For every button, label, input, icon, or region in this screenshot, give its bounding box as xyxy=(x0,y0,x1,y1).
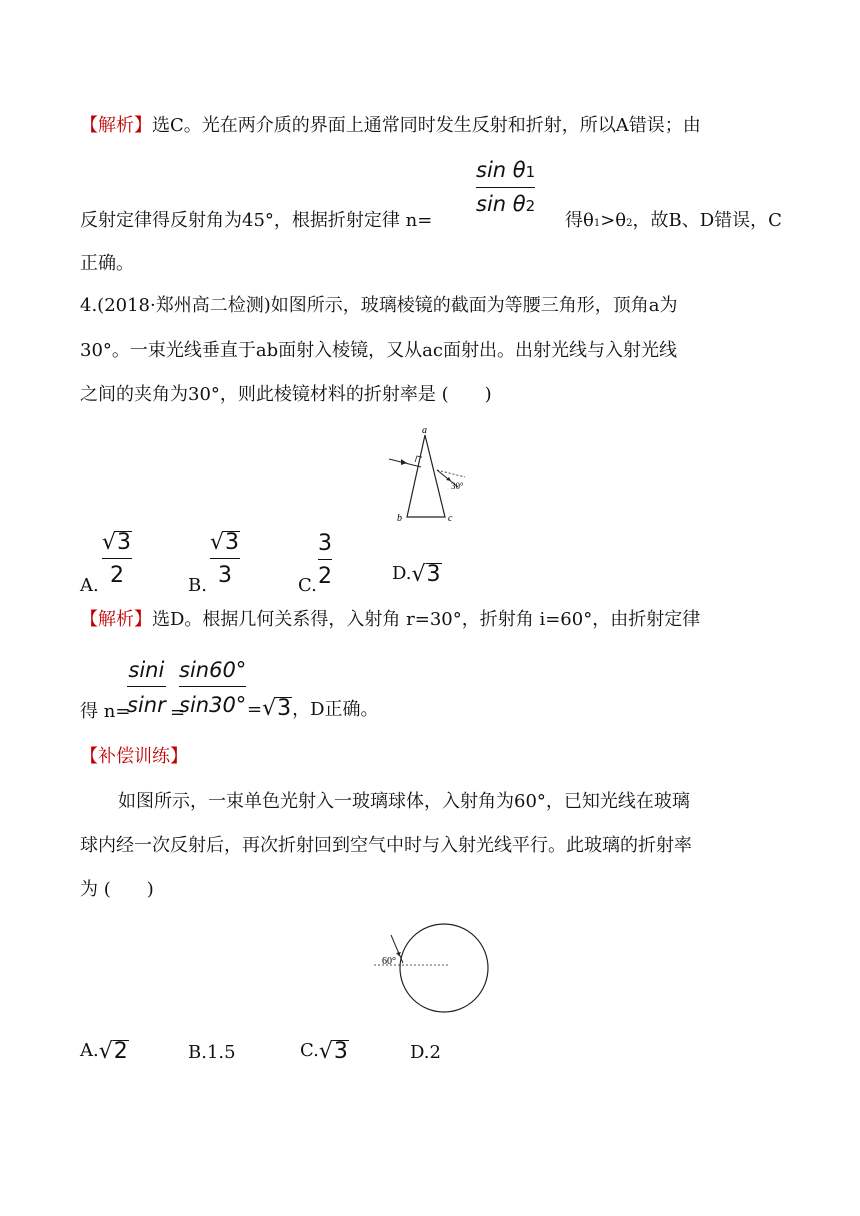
label-angle-30: 30° xyxy=(451,481,464,491)
label-c: c xyxy=(448,513,453,524)
supp-option-b[interactable]: B.1.5 xyxy=(188,1042,236,1063)
question4-line1: 4.(2018·郑州高二检测)如图所示，玻璃棱镜的截面为等腰三角形，顶角a为 xyxy=(80,295,678,316)
label-a: a xyxy=(422,425,427,436)
prism-triangle xyxy=(407,435,445,517)
q4-option-d[interactable]: D.√ 3 xyxy=(392,562,441,587)
analysis1-line1: 【解析】选C。光在两介质的界面上通常同时发生反射和折射，所以A错误；由 xyxy=(80,115,701,136)
analysis2-result: =√ 3 ，D正确。 xyxy=(247,696,379,721)
prism-figure xyxy=(385,425,485,525)
supp-option-c[interactable]: C.√ 3 xyxy=(300,1039,348,1064)
supp-option-a[interactable]: A.√ 2 xyxy=(80,1039,128,1064)
question4-line3: 之间的夹角为30°，则此棱镜材料的折射率是 ( ) xyxy=(80,384,492,405)
analysis2-line1: 【解析】选D。根据几何关系得，入射角 r=30°，折射角 i=60°，由折射定律 xyxy=(80,609,701,630)
analysis1-line2-post: 得θ1>θ2，故B、D错误，C xyxy=(565,210,782,231)
snell-fraction: sin θ1 sin θ2 xyxy=(476,158,536,216)
q4-option-c[interactable]: C. 3 2 xyxy=(298,531,332,596)
q4-option-b[interactable]: B. √ 3 3 xyxy=(188,530,240,596)
ratio-fraction-2: sin60° sin30° xyxy=(179,658,247,717)
analysis-bracket: 【解析】 xyxy=(80,609,152,630)
glass-sphere-figure xyxy=(370,922,500,1022)
label-angle-60: 60° xyxy=(382,956,396,967)
supplement-title: 【补偿训练】 xyxy=(80,746,188,767)
q4-option-a[interactable]: A. √ 3 2 xyxy=(80,530,132,596)
analysis-bracket: 【解析】 xyxy=(80,115,152,136)
question4-line2: 30°。一束光线垂直于ab面射入棱镜，又从ac面射出。出射光线与入射光线 xyxy=(80,340,677,361)
supplement-line2: 球内经一次反射后，再次折射回到空气中时与入射光线平行。此玻璃的折射率 xyxy=(80,835,692,856)
ratio-fraction-1: sini sinr xyxy=(127,658,166,717)
supplement-line3: 为 ( ) xyxy=(80,879,154,900)
analysis2-line2-pre: 得 n= xyxy=(80,701,131,722)
analysis1-line2-pre: 反射定律得反射角为45°，根据折射定律 n= xyxy=(80,210,433,231)
glass-sphere xyxy=(400,924,488,1012)
supplement-line1: 如图所示，一束单色光射入一玻璃球体，入射角为60°，已知光线在玻璃 xyxy=(118,791,690,812)
analysis1-line3: 正确。 xyxy=(80,253,134,274)
label-b: b xyxy=(397,513,402,524)
supp-option-d[interactable]: D.2 xyxy=(410,1042,441,1063)
